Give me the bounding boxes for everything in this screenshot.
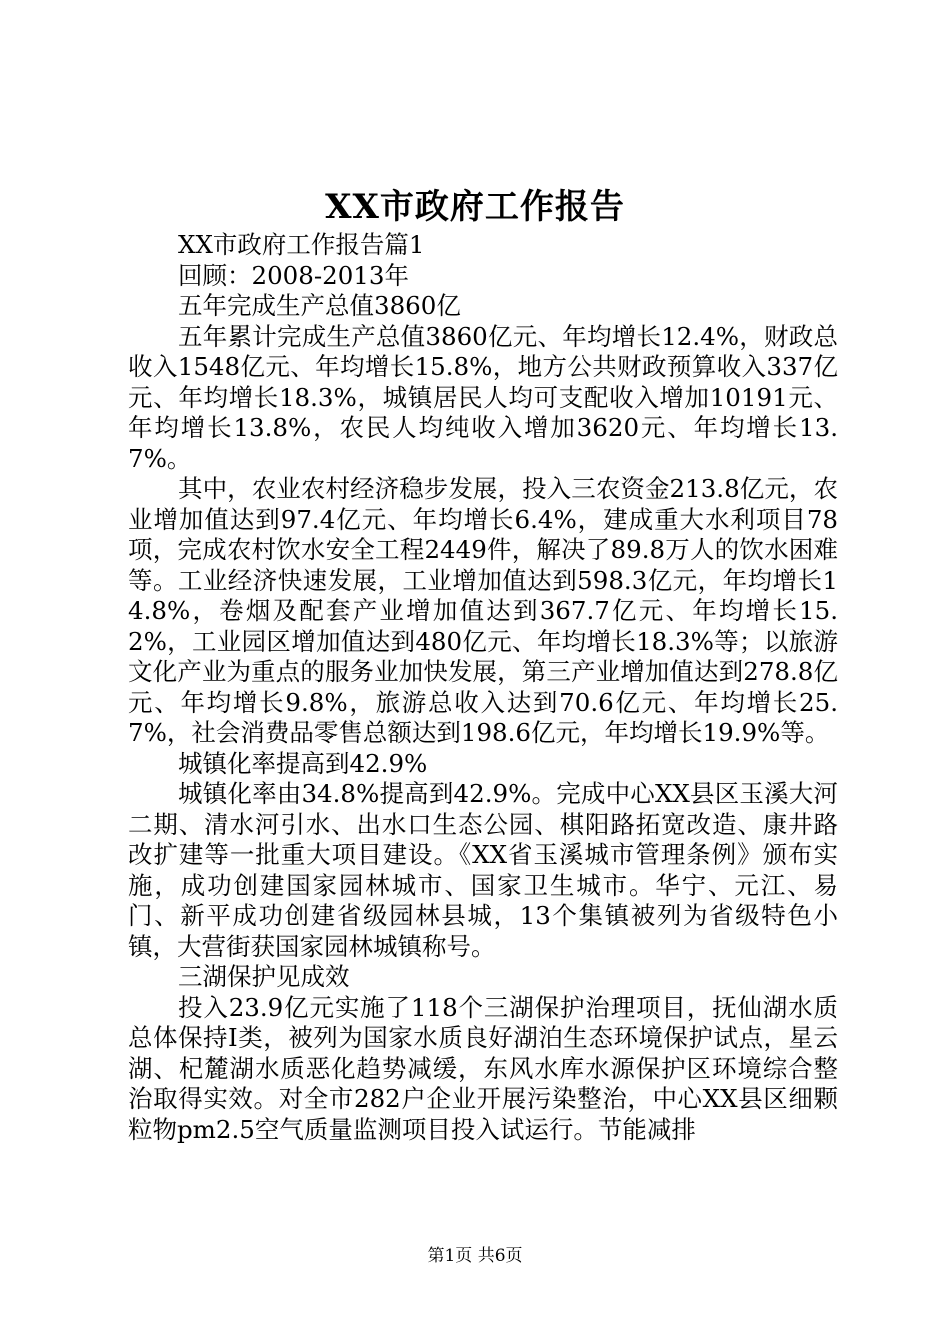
paragraph-economy: 其中，农业农村经济稳步发展，投入三农资金213.8亿元，农业增加值达到97.4亿元、年均增长6.4%，建成重大水利项目78项，完成农村饮水安全工程2449件，解决了89.8万人的饮水困难等。工业经济快速发展，工业增加值达到598.3亿元，年均增长14.8%，卷烟及配套产业增加值达到367.7亿元、年均增长15.2%，工业园区增加值达到480亿元、年均增长18.3%等；以旅游文化产业为重点的服务业加快发展，第三产业增加值达到278.8亿元、年均增长9.8%，旅游总收入达到70.6亿元、年均增长25.7%，社会消费品零售总额达到198.6亿元，年均增长19.9%等。 [128,474,838,747]
paragraph-gdp: 五年累计完成生产总值3860亿元、年均增长12.4%，财政总收入1548亿元、年均增长15.8%，地方公共财政预算收入337亿元、年均增长18.3%，城镇居民人均可支配收入增加10191元、年均增长13.8%，农民人均纯收入增加3620元、年均增长13.7%。 [128,321,838,473]
section-heading-lakes: 三湖保护见成效 [178,962,350,991]
document-subtitle: XX市政府工作报告篇1 [178,230,425,259]
page-footer: 第1页 共6页 [427,1246,523,1266]
document-body [128,230,838,1145]
section-heading-urbanization: 城镇化率提高到42.9% [178,748,428,778]
document-title: XX市政府工作报告 [325,187,625,227]
paragraph-urbanization: 城镇化率由34.8%提高到42.9%。完成中心XX县区玉溪大河二期、清水河引水、出水口生态公园、棋阳路拓宽改造、康井路改扩建等一批重大项目建设。《XX省玉溪城市管理条例》颁布实施，成功创建国家园林城市、国家卫生城市。华宁、元江、易门、新平成功创建省级园林县城，13个集镇被列为省级特色小镇，大营街获国家园林城镇称号。 [128,779,838,961]
paragraph-lakes: 投入23.9亿元实施了118个三湖保护治理项目，抚仙湖水质总体保持Ⅰ类，被列为国家水质良好湖泊生态环境保护试点，星云湖、杞麓湖水质恶化趋势减缓，东风水库水源保护区环境综合整治取得实效。对全市282户企业开展污染整治，中心XX县区细颗粒物pm2.5空气质量监测项目投入试运行。节能减排 [128,992,838,1144]
section-heading-gdp: 五年完成生产总值3860亿 [178,291,461,320]
review-period: 回顾：2008-2013年 [178,260,409,290]
